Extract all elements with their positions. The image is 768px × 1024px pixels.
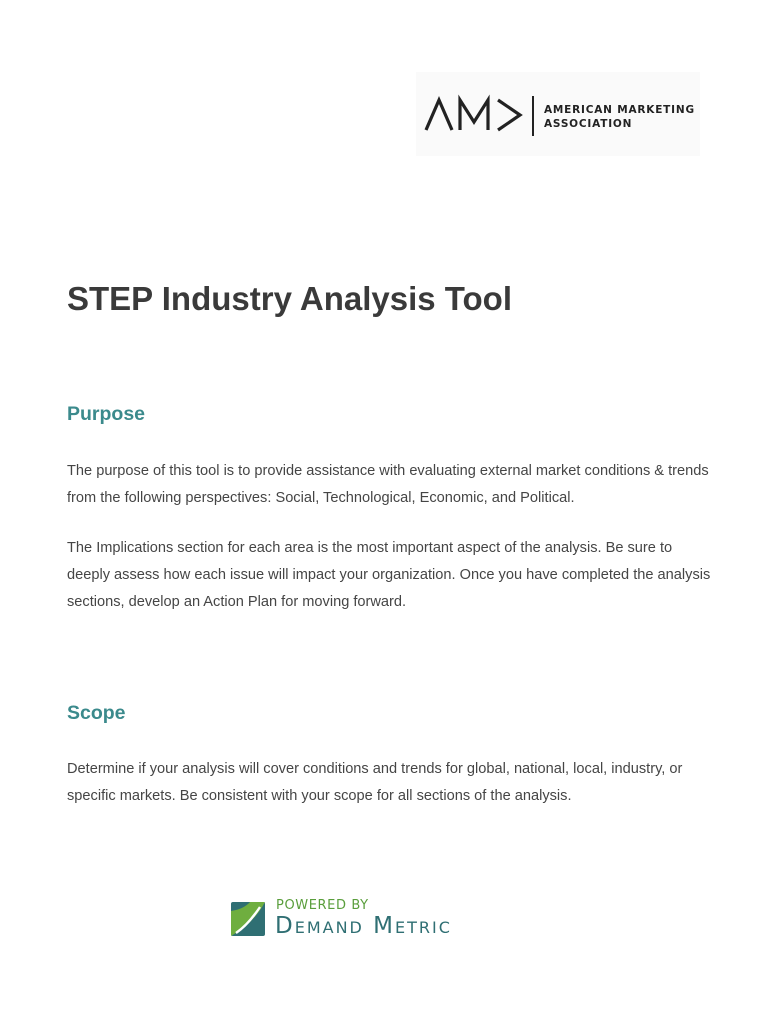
scope-paragraph: Determine if your analysis will cover conditions and trends for global, national, local, industry, or specific markets. Be consistent with your scope for all sections of the analysis.	[67, 761, 683, 804]
ama-mark-icon	[424, 94, 524, 134]
demand-metric-name: Demand Metric	[275, 913, 452, 939]
ama-logo-line2: ASSOCIATION	[544, 118, 633, 130]
document-title: STEP Industry Analysis Tool	[67, 280, 512, 317]
demand-metric-leaf-icon	[230, 899, 266, 939]
purpose-heading: Purpose	[67, 403, 146, 425]
purpose-paragraph-2: The Implications section for each area is the most important aspect of the analysis. Be sure to deeply assess how each issue will impact your organization. Once you have completed the analysis sections, develop an Action Plan for moving forward.	[67, 540, 711, 610]
ama-logo-divider	[532, 96, 534, 136]
scope-heading: Scope	[67, 702, 126, 724]
purpose-paragraph-1: The purpose of this tool is to provide assistance with evaluating external market conditions & trends from the following perspectives: Social, Technological, Economic, and Political.	[67, 463, 709, 506]
powered-by-text: POWERED BY	[276, 898, 369, 913]
ama-logo	[416, 72, 700, 156]
ama-logo-line1: AMERICAN MARKETING	[544, 104, 695, 116]
demand-metric-logo	[230, 896, 540, 942]
ama-logo-text	[544, 103, 695, 131]
